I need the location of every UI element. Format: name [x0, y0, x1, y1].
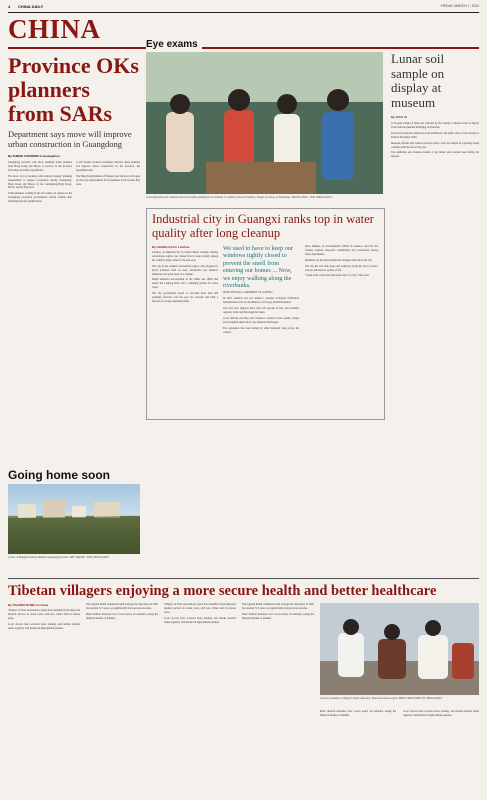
eye-exams-headline: Eye exams [146, 39, 202, 50]
industrial-col1-p1: Liuzhou, an industrial city in South China's Guangxi Zhuang autonomous region, was ranked first in water quality among the country's major cities for the past year. [152, 251, 218, 262]
industrial-col2-p4: The experience has been studied by other industrial cities across the country. [223, 326, 299, 334]
tibetan-col3 [164, 603, 236, 625]
section-divider [8, 578, 479, 579]
lead-deck: Department says move will improve urban construction in Guangdong [8, 129, 132, 149]
tibetan-col4 [242, 603, 314, 621]
tibetan-body-p2: Local doctors have received more training, and mobile medical teams regularly visit herders in high-altitude pastures. [8, 622, 80, 630]
lunar-body-p3: Museum officials said visitors would be able to view the sample in a specially made container until the end of the year. [391, 141, 479, 149]
industrial-col2-p3: Local officials said they will continue to monitor water quality closely and strengthen supervision over industrial discharges. [223, 317, 299, 324]
tibetan-byline: By PALDEN NYIMA in Lhasa [8, 603, 49, 607]
going-home-photo [8, 484, 140, 554]
eye-exams-photo [146, 52, 383, 194]
tibetan-body-p1: Villagers in Tibet autonomous region have benefited from improved medical services in recent years, with new clinics built in remote areas. [8, 609, 80, 620]
eye-exams-caption: Local physicians and volunteers hold eye health examinations for students at a primary school in Xuzhou, Jiangsu province, on Wednesday. ZHANG PENG / FOR CHINA DAILY [146, 196, 333, 199]
lunar-headline: Lunar soil sample on display at museum [391, 51, 445, 110]
tibetan-body-p1-cont: Villagers in Tibet autonomous region have benefited from improved medical services in recent years, with new clinics built in remote areas. [164, 603, 236, 614]
industrial-col3-p3: The city has also built parks and walkways along the river to attract tourists and improve quality of life. [305, 264, 378, 272]
tibetan-col2 [86, 603, 158, 621]
tibetan-body-p4-cont: Basic medical insurance now covers nearly all residents, easing the financial burden on families. [242, 612, 314, 620]
tibetan-photo-caption: A doctor examines a villager in Ngari prefecture, Tibet autonomous region. PHOTO PROVIDED TO CHINA DAILY [320, 697, 443, 700]
lunar-body-p4: The exhibition also features models of the lander and ascender used during the mission. [391, 151, 479, 159]
lead-body-p2: The move is in accordance with national strategic planning requirements to deepen cooperation among Guangdong, Hong Kong and Macao in the Guangdong-Hong Kong-Macao Greater Bay Area. [8, 174, 72, 190]
lead-story [8, 54, 140, 484]
going-home-subcaption: A view of Hengqin island in Zhuhai, Guangdong province. ZHU HAIXIN / FOR CHINA DAILY [8, 556, 110, 559]
tibetan-body-p4: Basic medical insurance now covers nearly all residents, easing the financial burden on families. [86, 612, 158, 620]
industrial-headline: Industrial city in Guangxi ranks top in water quality after long cleanup [152, 212, 374, 240]
industrial-pull-quote: We used to have to keep our windows tightly closed to prevent the smell from entering our homes ... Now, we enjoy walking along the riverbanks. [223, 245, 293, 290]
paper-name: CHINA DAILY [18, 4, 44, 9]
tibetan-body-p2-cont: Local doctors have received more training, and mobile medical teams regularly visit herders in high-altitude pastures. [164, 616, 236, 624]
lunar-byline: By XIAO XI [391, 115, 407, 119]
lunar-body-p2: It is the first time the sample has been exhibited to the public since it was returned to Earth in December 2020. [391, 131, 479, 139]
industrial-col1-p2: The city in the southern autonomous region, once plagued by heavy pollution from its steel, automobile and chemical industries, has spent years on a cleanup. [152, 264, 218, 276]
industrial-col2-p1: In 2023, Liuzhou was also named a national ecological civilization demonstration zone by the Ministry of Ecology and Environment. [223, 297, 299, 305]
industrial-col2 [223, 245, 299, 335]
industrial-col3 [305, 245, 378, 278]
industrial-col1-p4: The city government closed or relocated more than 200 polluting factories over the past two decades and built a network of sewage treatment plants. [152, 292, 218, 303]
industrial-byline: By HUANG KAI in Liuzhou [152, 245, 190, 249]
date-line: FRIDAY, MARCH 7, 2024 [440, 4, 479, 8]
going-home-caption: Going home soon [8, 468, 110, 482]
tibetan-body-p3: The regional health commission said average life expectancy in Tibet has reached 72.5 years, up significantly from previous decades. [86, 603, 158, 610]
tibetan-col1 [8, 609, 80, 631]
tibetan-photo [320, 603, 479, 695]
header-rule [8, 12, 479, 13]
tibetan-body-p3-cont: The regional health commission said average life expectancy in Tibet has reached 72.5 years, up significantly from previous decades. [242, 603, 314, 610]
page-header [8, 4, 479, 12]
lead-body-p3: Urban planners working in the two SARs can register on the Guangdong provincial government's official website after obtaining relevant qualifications. [8, 192, 72, 204]
lunar-story [391, 52, 479, 442]
tibetan-body-p2-tail: Local doctors have received more training, and mobile medical teams regularly visit herders in high-altitude pastures. [403, 710, 479, 717]
industrial-col3-p4: "Clean water is the most important asset of a city," Zhou said. [305, 274, 370, 278]
lead-headline: Province OKs planners from SARs [8, 53, 139, 126]
lead-byline: By ZHENG CAIXIONG in Guangzhou [8, 154, 60, 158]
tibetan-body-p4-tail: Basic medical insurance now covers nearly all residents, easing the financial burden on families. [320, 710, 396, 717]
section-rule [8, 47, 479, 49]
industrial-col1 [152, 251, 218, 304]
industrial-pull-quote-attribution: WANG ZHIGANG, A RESIDENT OF LIUZHOU [223, 291, 273, 295]
tibetan-col5 [320, 710, 396, 718]
lead-body-p1: Guangdong province will allow qualified urban planners from Hong Kong and Macao to practice in the province following successful experiments. [8, 161, 72, 172]
lead-body-p5: The Hong Kong Institute of Planners said the move will open up more job opportunities for its members in the Greater Bay Area. [76, 174, 140, 186]
tibetan-headline: Tibetan villagers enjoying a more secure health and better healthcare [8, 583, 437, 599]
lunar-body-p1: A 35-gram sample of lunar soil collected by the Chang'e 5 mission went on display at the national museum in Beijing on Thursday. [391, 122, 479, 129]
section-title: CHINA [8, 14, 101, 44]
page-number: 4 [8, 4, 11, 9]
industrial-col1-p3: Rapid industrial development in the 1980s and 1990s had turned the Liujiang River into a dumping ground for waste water. [152, 278, 218, 290]
lead-body-p4: It will further promote exchanges between urban planners and improve urban construction in the province, the department said. [76, 161, 140, 172]
tibetan-col6 [403, 710, 479, 718]
industrial-col3-p1: Zhou Jianhua, an environmental official in Liuzhou, said that the cleanup required long-term commitment and cooperation among many departments. [305, 245, 378, 256]
industrial-col2-p2: The river now supports more than 100 species of fish, and residents regularly swim and fish along the banks. [223, 307, 299, 315]
industrial-col3-p2: Residents say the improvement has changed daily life in the city. [305, 258, 373, 262]
